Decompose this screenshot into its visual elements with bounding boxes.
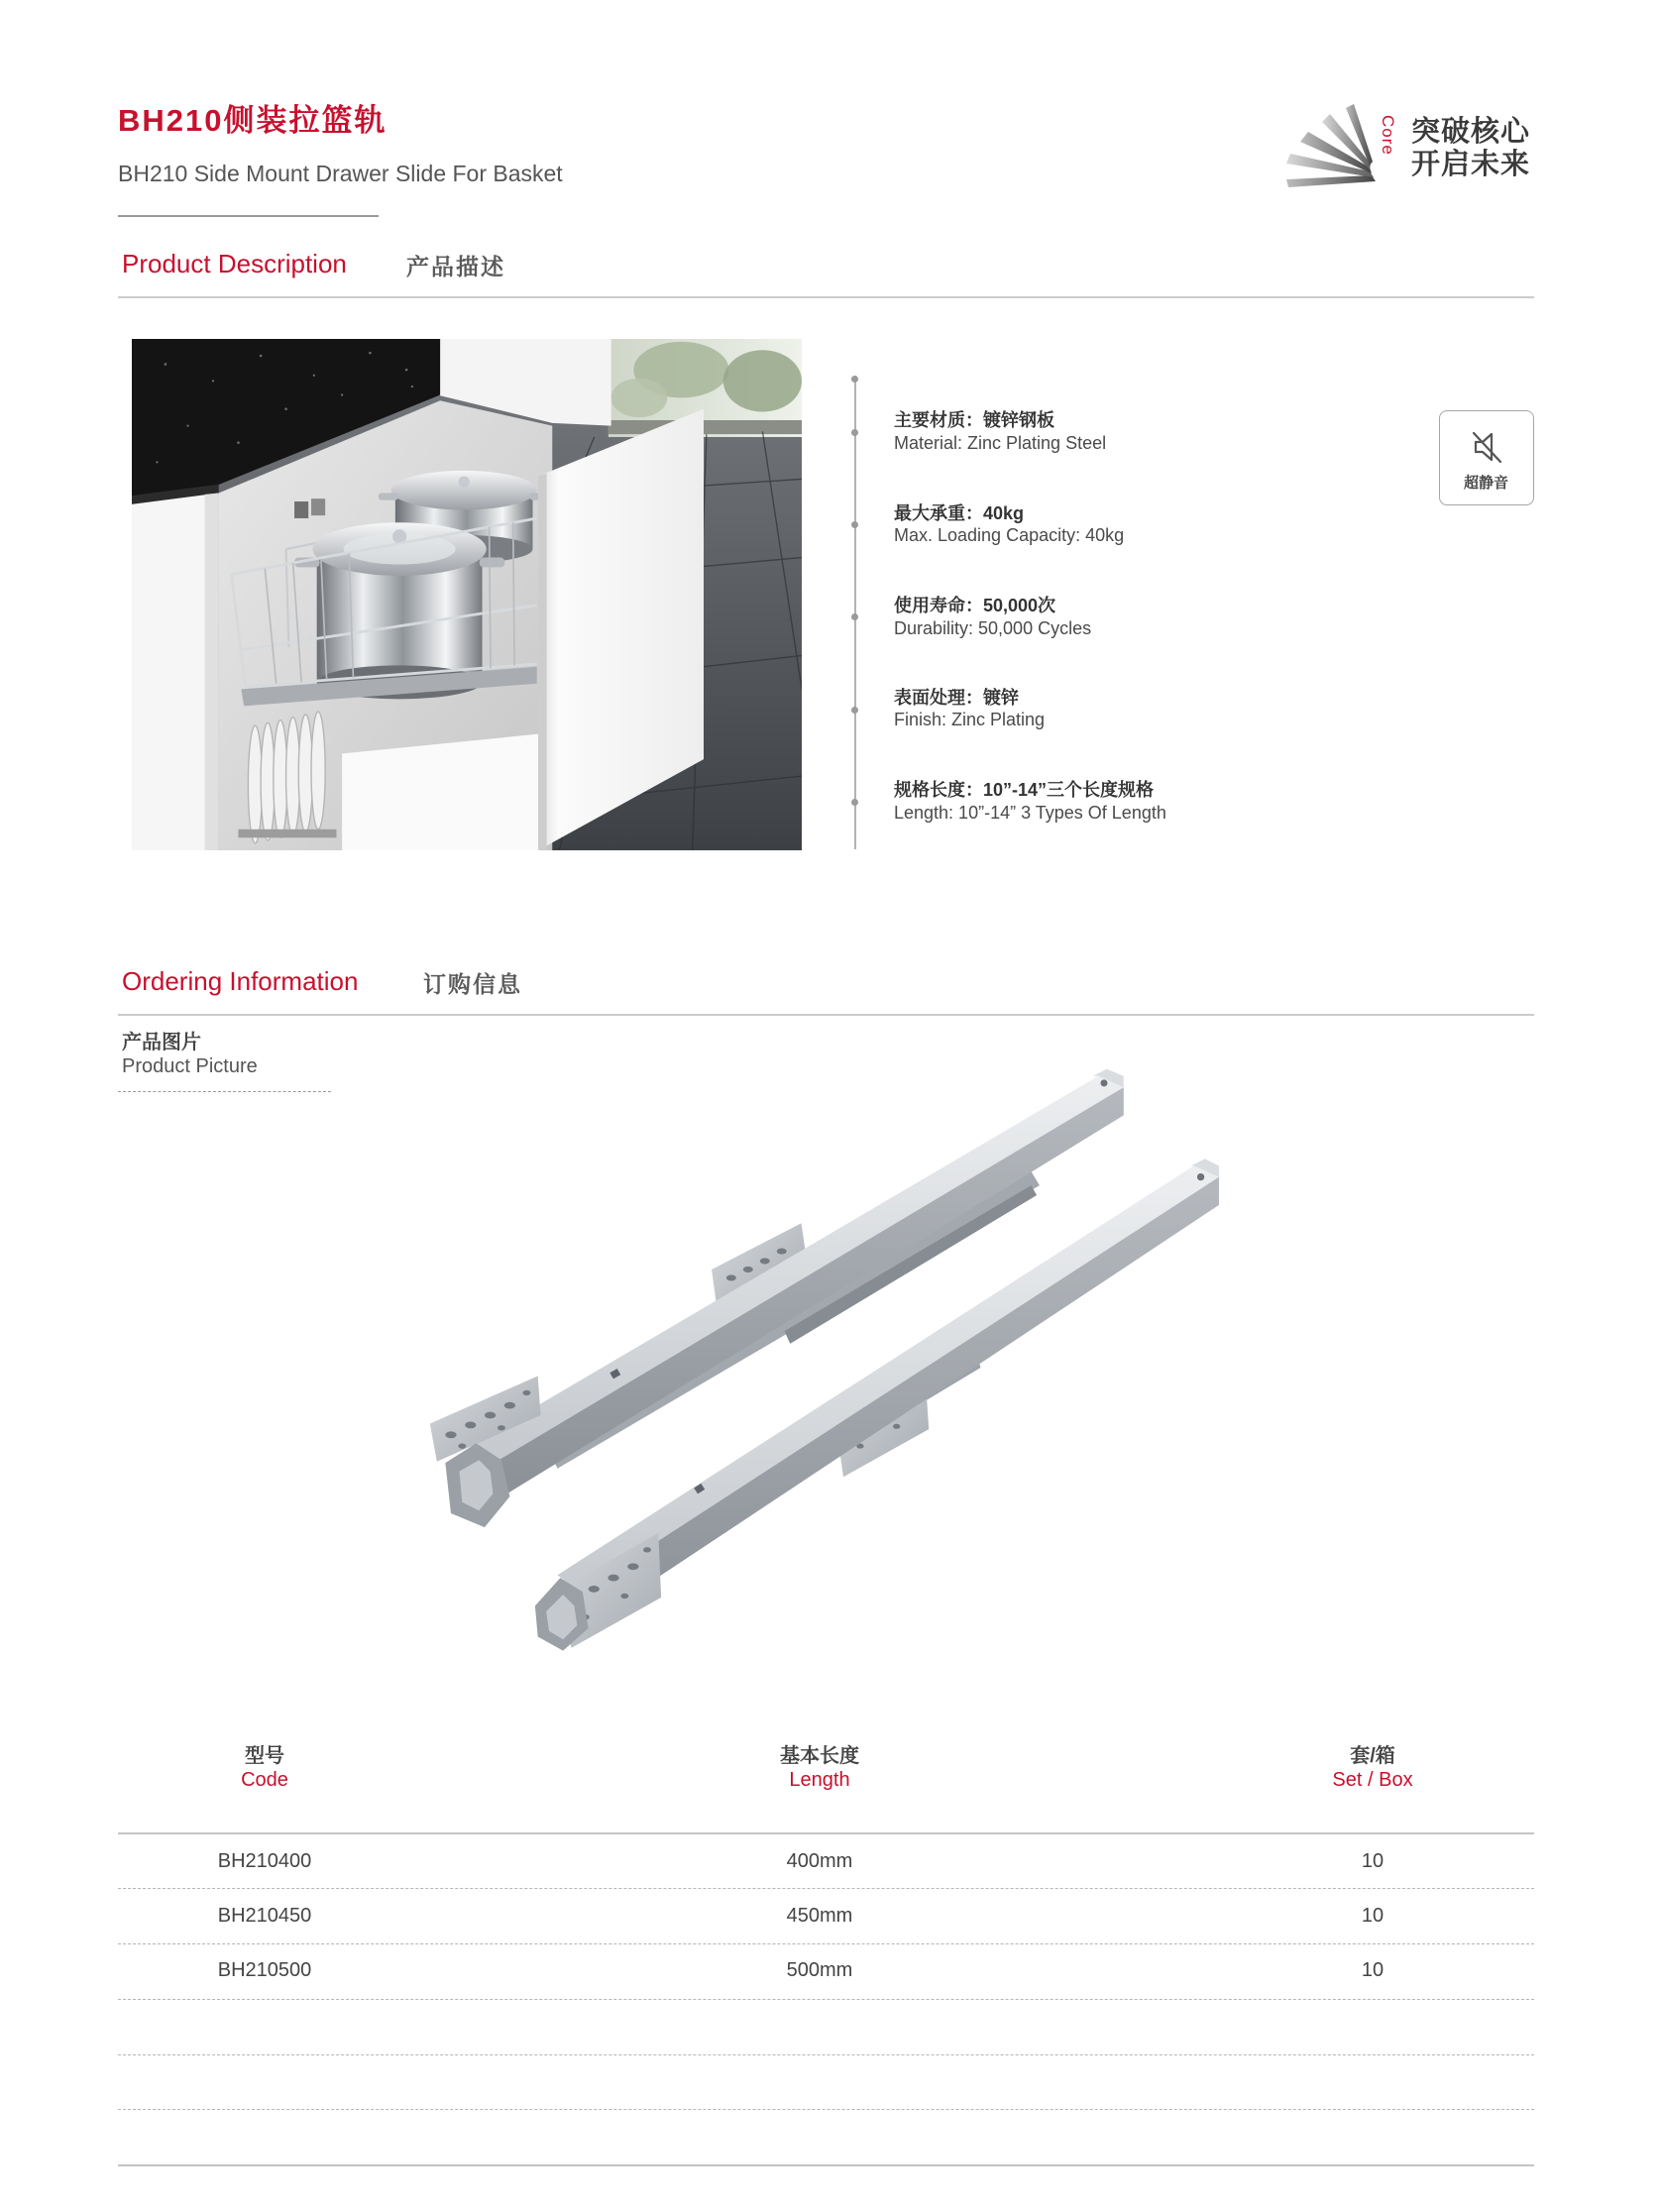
section-heading-ordering-zh: 订购信息 <box>423 971 522 997</box>
column-header-length-zh: 基本长度 <box>780 1745 859 1767</box>
speaker-mute-icon <box>1468 427 1507 467</box>
product-picture-label-zh: 产品图片 <box>122 1032 201 1053</box>
fan-logo-icon <box>1284 102 1380 189</box>
row-divider <box>118 2109 1534 2110</box>
product-picture-divider <box>118 1091 331 1092</box>
timeline-dot <box>851 521 858 528</box>
cell-set-per-box: 10 <box>1361 1905 1384 1927</box>
spec-durability-zh: 使用寿命：50,000次 <box>894 596 1056 615</box>
spec-length-zh: 规格长度：10”-14”三个长度规格 <box>894 780 1155 800</box>
row-divider <box>118 2054 1534 2055</box>
row-divider <box>118 1888 1534 1889</box>
spec-length-en: Length: 10”-14” 3 Types Of Length <box>894 803 1166 823</box>
logo-slogan-line-1: 突破核心 <box>1411 116 1531 148</box>
spec-capacity-zh: 最大承重：40kg <box>894 503 1025 523</box>
table-header-rule <box>118 1832 1534 1834</box>
column-header-code: Code <box>241 1769 288 1791</box>
spec-timeline <box>854 376 856 849</box>
spec-material-en: Material: Zinc Plating Steel <box>894 433 1107 453</box>
cell-code: BH210400 <box>217 1850 312 1872</box>
timeline-dot <box>851 799 858 806</box>
spec-finish-en: Finish: Zinc Plating <box>894 710 1046 729</box>
cell-length: 500mm <box>786 1959 853 1981</box>
cell-set-per-box: 10 <box>1361 1850 1384 1872</box>
table-bottom-rule <box>118 2164 1534 2166</box>
column-header-code-zh: 型号 <box>245 1745 284 1767</box>
logo-slogan-line-2: 开启未来 <box>1411 149 1531 180</box>
kitchen-basket-photo <box>132 339 802 850</box>
column-header-set-box-zh: 套/箱 <box>1350 1745 1395 1767</box>
section-heading-description: Product Description <box>122 249 347 278</box>
cell-set-per-box: 10 <box>1361 1959 1384 1981</box>
timeline-dot <box>851 376 858 383</box>
spec-capacity-en: Max. Loading Capacity: 40kg <box>894 525 1125 545</box>
column-header-length: Length <box>789 1769 850 1791</box>
section-heading-ordering: Ordering Information <box>122 966 359 996</box>
product-picture-label: Product Picture <box>122 1055 258 1077</box>
spec-finish-zh: 表面处理：镀锌 <box>894 688 1019 708</box>
section-divider <box>118 1014 1534 1016</box>
cell-code: BH210500 <box>217 1959 312 1981</box>
logo-core-label: Core <box>1379 115 1397 156</box>
timeline-dot <box>851 613 858 620</box>
timeline-dot <box>851 429 858 436</box>
spec-durability-en: Durability: 50,000 Cycles <box>894 618 1092 638</box>
cell-code: BH210450 <box>217 1905 312 1927</box>
drawer-slide-product-picture <box>410 1060 1243 1665</box>
badge-label: 超静音 <box>1463 475 1508 492</box>
page-subtitle: BH210 Side Mount Drawer Slide For Basket <box>118 161 563 186</box>
silent-feature-badge <box>1439 410 1534 505</box>
row-divider <box>118 1943 1534 1944</box>
cell-length: 450mm <box>786 1905 853 1927</box>
logo-slogan <box>1411 116 1530 181</box>
page-title: BH210侧装拉篮轨 <box>118 103 388 138</box>
section-divider <box>118 296 1534 298</box>
section-heading-description-zh: 产品描述 <box>406 254 505 279</box>
cell-length: 400mm <box>786 1850 853 1872</box>
row-divider <box>118 1999 1534 2000</box>
title-divider <box>118 215 379 217</box>
column-header-set-box: Set / Box <box>1332 1769 1413 1791</box>
spec-material-zh: 主要材质：镀锌钢板 <box>894 410 1054 430</box>
timeline-dot <box>851 707 858 714</box>
